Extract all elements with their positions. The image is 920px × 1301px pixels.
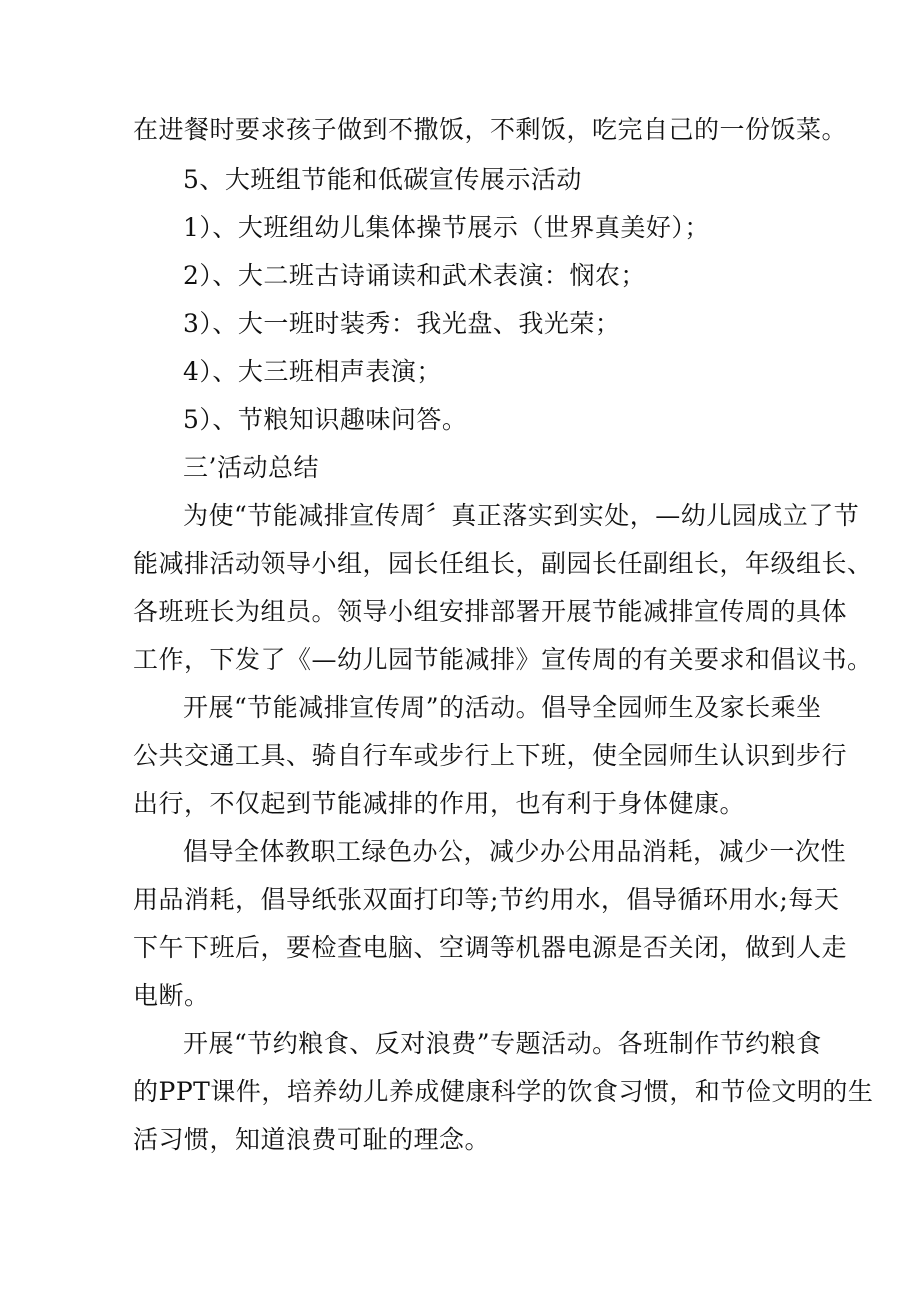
text-line: 2）、大二班古诗诵读和武术表演：悯农； <box>183 261 646 290</box>
text-line: 下午下班后，要检查电脑、空调等机器电源是否关闭，做到人走 <box>133 933 848 962</box>
text-line: 公共交通工具、骑自行车或步行上下班，使全园师生认识到步行 <box>133 741 848 770</box>
text-line: 5、大班组节能和低碳宣传展示活动 <box>183 165 582 194</box>
text-line: 4）、大三班相声表演； <box>183 357 442 386</box>
text-line: 出行，不仅起到节能减排的作用，也有利于身体健康。 <box>133 789 746 818</box>
text-line: 活习惯，知道浪费可耻的理念。 <box>133 1125 491 1154</box>
text-line: 电断。 <box>133 981 210 1010</box>
text-line: 1）、大班组幼儿集体操节展示（世界真美好）； <box>183 213 710 242</box>
text-line: 5）、节粮知识趣味问答。 <box>183 405 468 434</box>
text-line: 开展“节能减排宣传周”的活动。倡导全园师生及家长乘坐 <box>183 693 822 722</box>
text-line: 用品消耗，倡导纸张双面打印等;节约用水，倡导循环用水;每天 <box>133 885 840 914</box>
text-line: 为使“节能减排宣传周〞真正落实到实处，—幼儿园成立了节 <box>183 501 860 530</box>
section-heading: 三’活动总结 <box>183 453 319 482</box>
text-line: 各班班长为组员。领导小组安排部署开展节能减排宣传周的具体 <box>133 597 848 626</box>
text-line: 能减排活动领导小组，园长任组长，副园长任副组长，年级组长、 <box>133 549 873 578</box>
text-line: 的PPT课件，培养幼儿养成健康科学的饮食习惯，和节俭文明的生 <box>133 1077 874 1106</box>
text-line: 在进餐时要求孩子做到不撒饭，不剩饭，吃完自己的一份饭菜。 <box>133 115 848 144</box>
text-line: 开展“节约粮食、反对浪费”专题活动。各班制作节约粮食 <box>183 1029 822 1058</box>
text-line: 工作，下发了《—幼儿园节能减排》宣传周的有关要求和倡议书。 <box>133 645 873 674</box>
text-line: 倡导全体教职工绿色办公，减少办公用品消耗，减少一次性 <box>183 837 847 866</box>
text-line: 3）、大一班时装秀：我光盘、我光荣； <box>183 309 621 338</box>
